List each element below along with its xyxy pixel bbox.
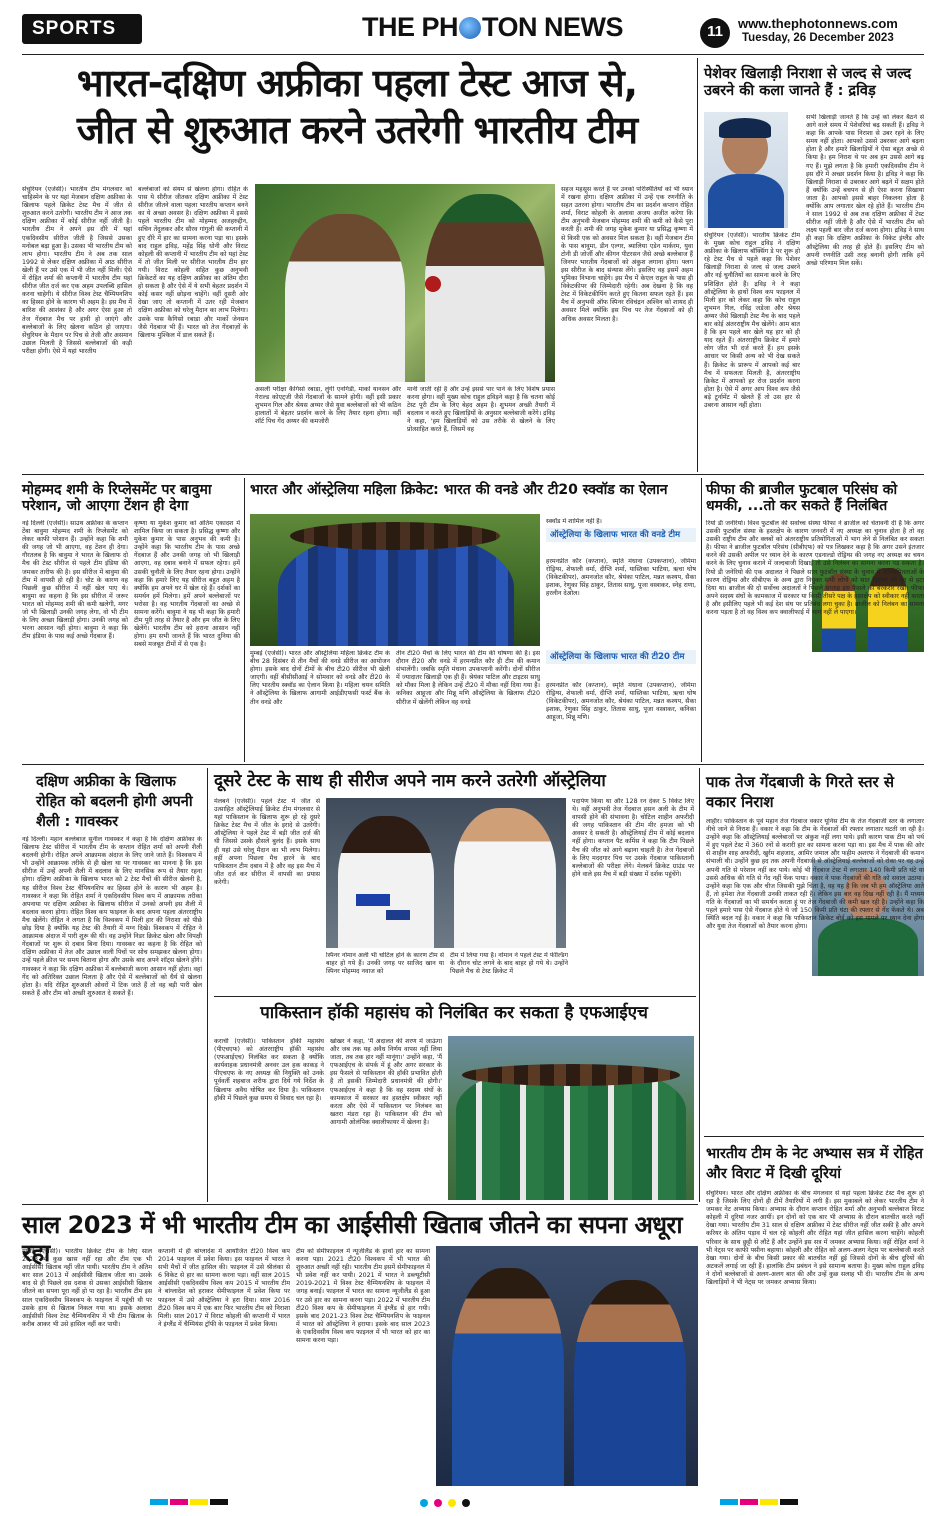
- row1-divider: [22, 474, 924, 475]
- gavaskar-body: नई दिल्ली। महान बल्लेबाज सुनील गावस्कर ने कहा है कि दक्षिण अफ्रीका के खिलाफ टेस्ट सीरीज में भारतीय टीम के कप्तान रोहित शर्मा को अपनी शैली बदलनी होगी। रोहित अपने आक्रामक अंदाज के लिए जाने जाते हैं। विश्वकप में भी उन्होंने आक्रामक तरीके से ही खेला था पर गावस्कर का मानना है कि इस सीरीज में उन्हें अपनी शैली में बदलाव के लिए मानसिक रूप से तैयार रहना होगा। दक्षिण अफ्रीका के खिलाफ भारत को 2 टेस्ट मैचों की सीरीज खेलनी है, यह सीरीज विश्व टेस्ट चैंपियनशिप का हिस्सा होने के कारण भी अहम है। गावस्कर ने कहा कि रोहित शर्मा ने एकदिवसीय विश्व कप में आक्रामक तरीका अपनाया पर दक्षिण अफ्रीका के खिलाफ सीरीज में उनको अपनी इस शैली में बदलाव करना होगा। रोहित विश्व कप फाइनल के बाद अपना पहला अंतरराष्ट्रीय मैच खेलेंगे। रोहित ने लगता है कि विश्वकप में मिली हार की निराशा को पीछे छोड़ दिया है क्योंकि यह टेस्ट की तैयारी में मग्न दिखे। विश्वकप में रोहित ने आक्रामक अंदाज में पारी शुरू की थी। वह उन्होंने निडर क्रिकेट खेला और विपक्षी गेंदबाजों पर शुरू से दबाव बिना दिया। गावस्कर का कहना है कि रोहित को दक्षिण अफ्रीका में तेज और उछाल वाली पिचों पर सोच समझकर खेलना होगा। उन्हें पहले क्रीज पर समय बिताना होगा और उसके बाद अपने शॉट्स खेलने होंगे। गावस्कर ने कहा कि दक्षिण अफ्रीका में बल्लेबाजी करना आसान नहीं होता। वहां गेंद को अतिरिक्त उछाल मिलता है और ऐसे में बल्लेबाजों को धैर्य से खेलना होता है। यदि रोहित शुरुआती ओवरों में टिक जाते हैं तो वह बड़ी पारी खेल सकते हैं और टीम को अच्छी शुरुआत दे सकते हैं।: [22, 836, 202, 997]
- lead-column-4: मानी जाती रही है और उन्हें इससे पार पाने के लिए विशेष प्रयास करना होगा। वहीं मुख्य कोच राहुल द्रविड़ने कहा है कि चतना कोई टेस्ट पूरी टीम के लिए बेहद अहम है। शुभमन अच्छी तैयारी में बदलाव न करते हुए खिलाड़ियों के अनुसार बल्लेबाजी करेंगे। द्रविड़ ने कहा, 'हम खिलाड़ियों को उस तरीके से खेलने के लिए प्रोत्साहित करते हैं, जिसमें वह: [407, 386, 555, 434]
- hockey-headline: पाकिस्तान हॉकी महासंघ को निलंबित कर सकता है एफआईएच: [260, 1003, 648, 1023]
- lead-photo-rohit-bavuma: [255, 184, 555, 382]
- pakistan-player: [338, 816, 434, 948]
- newspaper-title: [362, 12, 632, 46]
- page-number: 11: [707, 23, 723, 40]
- photon-globe-icon: [459, 17, 481, 39]
- section-label: SPORTS: [32, 18, 117, 39]
- australia-column-3: टीम में लिया गया है। नोमान ने पहले टेस्ट में फील्डिंग के दौरान चोट लगने के बाद बाहर हो गये थे। उन्होंने पिछले मैच से टेस्ट क्रिकेट में: [450, 952, 568, 976]
- australia-column-4: पदार्पण किया था और 128 रन देकर 5 विकेट लिए थे। वहीं अनुभवी तेज गेंदबाज हसन अली के टीम में वापसी होने की संभावना है। चोटिल शाहीन अफरीदी की जगह पाकिस्तान की टीम मीर हमजा को भी अवसर दे सकती है। ऑस्ट्रेलियाई टीम में कोई बदलाव नहीं होगा। कप्तान पैट कमिंस ने कहा कि टीम पिछले मैच की जीत को आगे बढ़ाना चाहती है। तेज गेंदबाजों के लिए मददगार पिच पर उसके गेंदबाज पाकिस्तानी बल्लेबाजों की परीक्षा लेंगे। मेलबर्न क्रिकेट ग्राउंड पर होने वाले इस मैच में बड़ी संख्या में दर्शक पहुंचेंगे।: [572, 798, 694, 878]
- registration-mark-black: [462, 1499, 470, 1507]
- lead-headline-line-1: भारत-दक्षिण अफ्रीका पहला टेस्ट आज से,: [76, 61, 638, 105]
- print-color-bar-cyan: [150, 1499, 168, 1505]
- registration-mark-yellow: [448, 1499, 456, 1507]
- practice-top-divider: [704, 1136, 924, 1137]
- hockey-team-photo: [448, 1036, 694, 1200]
- lead-headline-line-2: जीत से शुरुआत करने उतरेगी भारतीय टीम: [76, 107, 638, 152]
- shami-headline: मोहम्मद शमी के रिप्लेसमेंट पर बावुमा परेशान, जो आएगा टेंशन ही देगा: [22, 482, 212, 515]
- huddle-heads: [290, 522, 500, 550]
- lead-column-1: सेंचुरियन (एजेंसी)। भारतीय टीम मंगलवार को चाहिस्मेन के पर यहां मेजबान दक्षिण अफ्रीका के खिलाफ पहले क्रिकेट टेस्ट मैच में जीत से शुरुआत करने उतरेगी। भारतीय टीम ने आज तक दक्षिण अफ्रीका में कोई सीरीज नहीं जीती है। भारतीय टीम ने अपने इस दौरे में यहां एकदिवसीय सीरीज जीती है जिससे उसका मनोबल बढ़ा हुआ है। उसका भी भारतीय टीम को लाभ होगा। भारतीय टीम ने अब तक साल 1992 से लेकर दक्षिण अफ्रीका में आठ सीरीज खेली हैं पर उसे एक में भी जीत नहीं मिली। ऐसे में रोहित शर्मा की कप्तानी में भारतीय टीम यहां सीरीज जीत दर्ज कर एक अहम उपलब्धि हासिल करना चाहेगी। ये सीरीज विश्व टेस्ट चैम्पियनशिप का हिस्सा होने के कारण भी अहम है। इस मैच में बारिश की आशंका है और अगर ऐसा हुआ तो तेज गेंदबाज मैच पर हावी हो जाएंगे और बल्लेबाजों के लिए खेलना कठिन हो जाएगा। सेंचुरियन के मैदान पर पिच से तेजी और असमान उछाल मिलती है जिससे बल्लेबाजों की कड़ी परीक्षा होगी। ऐसे में यहां भारतीय: [22, 186, 132, 355]
- kohli-rohit-photo: [436, 1246, 698, 1486]
- wahab-divider: [699, 768, 700, 1202]
- hockey-heads-row: [462, 1064, 680, 1086]
- australia-headline: दूसरे टेस्ट के साथ ही सीरीज अपने नाम करने उतरेगी ऑस्ट्रेलिया: [214, 771, 606, 791]
- player-green-cap: [425, 194, 545, 382]
- gavaskar-headline: दक्षिण अफ्रीका के खिलाफ रोहित को बदलनी होगी अपनी शैली : गावस्कर: [36, 774, 193, 830]
- lead-column-3: असली परीक्षा कैगिसो रबाडा, लुंगी एनगिडी, मार्को यानसन और गेराल्ड कोएट्जी जैसे गेंदबाजों के सामने होगी। वहीं इसी प्रकार शुभमन गिल और श्रेयस अय्यर जैसे युवा बल्लेबाजों को भी कठिन हालातों में बेहतर प्रदर्शन करने के लिए तैयार रहना होगा। वहीं शॉर्ट पिच गेंद अय्यर की कमजोरी: [255, 386, 401, 426]
- dravid-jersey: [708, 174, 784, 228]
- registration-mark-cyan: [420, 1499, 428, 1507]
- t20-squad-list: हरमनप्रीत कौर (कप्तान), स्मृति मंधाना (उपकप्तान), जेमिमा रोड्रिग्स, शेफाली वर्मा, दीप्ति शर्मा, यास्तिका भाटिया, ऋचा घोष (विकेटकीपर), अमनजोत कौर, श्रेयंका पाटिल, मन्नत कश्यप, सैका इशाक, रेणुका सिंह ठाकुर, तितास साधु, पूजा वस्त्राकर, कनिका आहूजा, मिन्नू मणि।: [546, 682, 696, 722]
- issue-date: Tuesday, 26 December 2023: [742, 32, 894, 44]
- icc-column-1: मुम्बई (एजेंसी)। भारतीय क्रिकेट टीम के लिए साल 2023 भी कुछ खास नहीं रहा और टीम एक भी आईसीसी खिताब नहीं जीत पायी। भारतीय टीम ने अंतिम बार साल 2013 में आईसीसी खिताब जीता था। उसके बाद से ही पिछले दस दशक से उसका आईसीसी खिताब जीतने का सपना पूरा नहीं हो पा रहा है। भारतीय टीम इस साल एकदिवसीय विश्वकप के फाइनल में पहुंची थी पर उसके हाथ से खिताब निकल गया था। इसके अलावा आईसीसी विश्व टेस्ट चैम्पियनशिप में भी टीम खिताब के करीब आकर भी उसे हासिल नहीं कर पायी।: [22, 1248, 152, 1328]
- print-color-bar-yellow-right: [760, 1499, 778, 1505]
- odi-squad-title: ऑस्ट्रेलिया के खिलाफ भारत की वनडे टीम: [546, 528, 696, 542]
- women-note: स्क्वॉड में शामिल नहीं हैं।: [546, 518, 602, 525]
- women-divider: [701, 478, 702, 762]
- rohit-player: [574, 1280, 686, 1486]
- print-color-bar-black-right: [780, 1499, 798, 1505]
- dravid-headline: पेशेवर खिलाड़ी निराशा से जल्द से जल्द उबरने की कला जानते हैं : द्रविड़: [704, 66, 912, 99]
- shami-column-1: नई दिल्ली (एजेंसी)। साउथ अफ्रीका के कप्तान टेंबा बावुमा मोहम्मद शमी के रिप्लेसमेंट को लेकर काफी परेशान हैं। उन्होंने कहा कि शमी की जगह जो भी आएगा, वह टेंशन ही देगा। गौरतलब है कि बावुमा ने भारत के खिलाफ दो मैच की टेस्ट सीरीज से पहले टीम इंडिया की जमकर तारीफ की है। इस सीरीज में बावुमा की टीम में वापसी हो रही है। चोट के कारण वह पिछली कुछ सीरीज में नहीं खेल पाए थे। बावुमा का कहना है कि इस सीरीज में जरूर भारत को मोहम्मद शमी की कमी खलेगी, मगर जो भी खिलाड़ी उनकी जगह लेगा, वो भी टीम के लिए अच्छा खिलाड़ी होगा। उनकी जगह को भरना आसान नहीं होगा। बावुमा ने कहा कि टीम इंडिया के पास कई अच्छे गेंदबाज हैं।: [22, 520, 128, 641]
- row3-divider: [22, 1204, 698, 1205]
- australia-pakistan-photo: [326, 798, 566, 948]
- fifa-body: रियो डी जनेरियो। विश्व फुटबॉल की सर्वोच्च संस्था फीफा ने ब्राजील को चेतावनी दी है कि अगर उसकी फुटबॉल संस्था के हस्तक्षेप के कारण जनवरी में नए अध्यक्ष का चुनाव होता है तो वह उसकी राष्ट्रीय टीम और क्लबों को अंतरराष्ट्रीय प्रतियोगिताओं में भाग लेने से निलंबित कर सकता है। फीफा ने ब्राजील फुटबॉल परिसंघ (सीबीएफ) को पत्र लिखकर कहा है कि अगर उसने इंतजार करने की उसकी अपील पर ध्यान देने के कारण एडनाल्डो रोड्रिग्स की जगह नए अध्यक्ष का चयन करने के लिए चुनाव कराने में जल्दबाजी दिखाई तो उसे निलंबन का सामना करना पड़ सकता है। रियो डी जनेरियो की एक अदालत ने पिछले साल फुटबॉल संस्था के चुनाव में अनियमितताओं के कारण रोड्रिग्स और सीबीएफ के अन्य द्वारा नियुक्त सभी लोगों को सात दिसंबर को पद से हटा दिया था। ब्राजील की दो सर्वोच्च अदालतों ने पिछले सप्ताह इस फैसले को बरकरार रखा। फीफा अपने सदस्य संघों के कामकाज में सरकार या किसी तीसरे पक्ष के हस्तक्षेप को स्वीकार नहीं करता है और इसीलिए पहले भी कई देश संघ पर प्रतिबंध लगा चुका है। ब्राजील को निलंबन का सामना करना पड़ता है तो वह विश्व कप क्वालीफाई में भाग नहीं ले पाएगा।: [706, 520, 924, 617]
- lead-column-5: सहज महसूस करते हैं पर उनको परिस्थितियों को भी ध्यान में रखना होगा। दक्षिण अफ्रीका में उन्हें एक रणनीति के सहत उतरना होगा। भारतीय टीम का प्रदर्शन कप्तान रोहित शर्मा, विराट कोहली के अलावा अजय अजीत करेगा कि टीम अनुभवी मेजबान मोहम्मद शमी की कमी को कैसे पूरा करती है। शमी की जगह मुकेश कुमार या प्रसिद्ध कृष्णा में से किसी एक को अवसर मिल सकता है। वहीं मेजबान टीम के पास बावुमा, डीन एल्गर, ब्यालिया एडेन मार्करम, युवा टोनी डी जोर्जी और कीगन पीटरसन जैसे अच्छे बल्लेबाज हैं जिनपर भारतीय गेंदबाजों को अंकुश लगाना होगा। फ्लग इस सीरीज के बाद संन्यास लेंगे। इसलिए वह इसमें अहम भूमिका निभाना चाहेंगे। इस मैच में केएल राहुल के पास ही विकेटकीपर की जिम्मेदारी रहेगी। अब देखना है कि वह टेस्ट में विकेटकीपिंग करते हुए कितना सफल रहते हैं। इस मैच में अनुभवी ऑफ स्पिनर रविचंद्रन अश्विन को शायद ही अवसर मिले क्योंकि इस पिच पर तेज गेंदबाजों को ही अधिक अवसर मिलता है।: [561, 186, 693, 323]
- registration-mark-magenta: [434, 1499, 442, 1507]
- kohli-player: [452, 1268, 564, 1486]
- title-part-2: TON NEWS: [482, 12, 624, 42]
- page-number-badge: [700, 18, 730, 48]
- shami-column-2: कृष्णा या मुकेश कुमार को अंतिम एकादश में शामिल किया जा सकता है। प्रसिद्ध कृष्णा और मुकेश कुमार के पास अनुभव की कमी है। उन्होंने कहा कि भारतीय टीम के पास अच्छे गेंदबाज हैं और उनकी जगह जो भी खिलाड़ी आएगा, वह दबाव बनाने में सफल रहेगा। हमें उसकी चुनौती के लिए तैयार रहना होगा। उन्होंने कहा कि हमारे लिए यह सीरीज बहुत अहम है क्योंकि हम अपने घर में खेल रहे हैं। दर्शकों का समर्थन हमें मिलेगा। हमें अपने बल्लेबाजों पर भरोसा है। वह भारतीय गेंदबाजों का अच्छे से सामना करेंगे। बावुमा ने यह भी कहा कि हमारी टीम पूरी तरह से तैयार है और हम जीत के लिए खेलेंगे। भारतीय टीम को हराना आसान नहीं होगा। हम सभी जानते हैं कि भारत दुनिया की सबसे मजबूत टीमों में से एक है।: [134, 520, 240, 649]
- women-column-2: तीन टी20 मैचों के लिए भारत की टीम की घोषणा की है। इस दौरान टी20 और वनडे में हरमनप्रीत कौर ही टीम की कमान संभालेंगी। जबकि स्मृति मंधाना उपकप्तानी करेंगी। दोनों सीरीज में ज्यादातर खिलाड़ी एक ही हैं। श्रेयंका पाटिल और टाइटस साधु को मौका मिला है लेकिन उन्हें टी20 में मौका नहीं दिया गया है। कनिका आहूजा और मिन्नू मणि ऑस्ट्रेलिया के खिलाफ टी20 सीरीज में खेलेंगी लेकिन वह वनडे: [396, 650, 540, 706]
- t20-squad-title: ऑस्ट्रेलिया के खिलाफ भारत की टी20 टीम: [546, 650, 696, 664]
- waqar-body: लाहौर। पाकिस्तान के पूर्व महान तेज गेंदबाज वकार यूनिस टीम के तेज गेंदबाजी स्तर के लगातार नीचे जाने से निराश हैं। वकार ने कहा कि टीम के गेंदबाजों की रफ्तार लगातार घटती जा रही है। उन्होंने कहा कि ऑस्ट्रेलियाई बल्लेबाजों पर अंकुश नहीं लगा पाये। इसी कारण पाक टीम को पर्थ में हुए पहले टेस्ट में 360 रनों से करारी हार का सामना करना पड़ा था। इस मैच में पाक की ओर से शाहीन शाह अफरीदी, खुर्रम शहजाद, आमिर जमाल और फहीम अशरफ ने गेंदबाजी की कमान संभाली थी। उन्होंने कुछ हद तक अपनी गेंदबाजी से ऑस्ट्रेलियाई बल्लेबाजों को रोका पर वह उन्हें अपनी गति से परेशान नहीं कर पाये। कोई भी गेंदबाज टेस्ट में लगातार 140 किमी प्रति घंटे या उससे अधिक की गति से गेंद नहीं फेंक पाया। वकार ने पाक गेंदबाजों की गति को सवाल उठाया। उन्होंने कहा कि एक और चीज जिसकी मुझे चिंता है, वह यह है कि जब भी हम ऑस्ट्रेलिया आते हैं, तो हमेशा तेज गेंदबाजी उनकी ताकत रही है। लेकिन इस बार वह दिख नहीं रही है। मैं मध्यम गति के गेंदबाजों का भी समर्थन करता हूं पर तेज गेंदबाजी की कमी खल रही है। उन्होंने कहा कि पहले हमारे पास ऐसे गेंदबाज होते थे जो 150 किमी प्रति घंटा की रफ्तार से गेंद फेंकते थे। अब स्थिति बदल गई है। वकार ने कहा कि पाकिस्तान क्रिकेट बोर्ड को इस मामले पर ध्यान देना होगा और युवा तेज गेंदबाजों को तैयार करना होगा।: [706, 818, 924, 931]
- print-color-bar-black: [210, 1499, 228, 1505]
- women-team-huddle-photo: [250, 514, 540, 646]
- print-color-bar-cyan-right: [720, 1499, 738, 1505]
- dravid-body-side: सेंचुरियन (एजेंसी)। भारतीय क्रिकेट टीम के मुख्य कोच राहुल द्रविड़ ने दक्षिण अफ्रीका के खिलाफ बॉक्सिंग डे पर शुरू हो रहे टेस्ट मैच से पहले कहा कि पेशेवर खिलाड़ी निराशा से जल्द से जल्द उबरने और नई चुनौतियों का सामना करने के लिए प्रशिक्षित होते हैं। द्रविड़ ने ने कहा ऑस्ट्रेलिया के हाथों विश्व कप फाइनल में मिली हार को लेकर कहा कि कोच राहुल शुभमन गिल, रविंद्र जडेजा और श्रेयस अय्यर जैसे खिलाड़ी टेस्ट मैच के बाद पहले बार कोई अंतरराष्ट्रीय मैच खेलेंगे। आम बात है कि हम पहले बार खेले यह हार को ही याद रहते हैं। अंतरराष्ट्रीय क्रिकेट में हमारे लोग जीत भी दर्ज करते हैं। हम इसके आधार पर किसी अन्य को भी देख सकते हैं। क्रिकेट के प्रारूप में आपको कई बार मैच में सफलता मिलती है, अंतरराष्ट्रीय क्रिकेट में आपको हर रोज प्रदर्शन करना होता है। ऐसे में अगर आप विश्व कप जैसे बड़े टूर्नामेंट में खेलते हैं तो उस हार से उबरना आसान नहीं होता।: [704, 232, 800, 409]
- sponsor-logo-tcl: [356, 894, 390, 906]
- lead-headline: [22, 62, 692, 152]
- masthead: [0, 0, 945, 52]
- print-color-bar-magenta: [170, 1499, 188, 1505]
- gavaskar-divider: [207, 768, 208, 1202]
- print-color-bar-magenta-right: [740, 1499, 758, 1505]
- player-white-kit: [285, 214, 405, 382]
- odi-squad-list: हरमनप्रीत कौर (कप्तान), स्मृति मंधाना (उपकप्तान), जेमिमा रोड्रिग्स, शेफाली वर्मा, दीप्ति शर्मा, यास्तिका भाटिया, ऋचा घोष (विकेटकीपर), अमनजोत कौर, श्रेयंका पाटिल, मन्नत कश्यप, सैका इशाक, रेणुका सिंह ठाकुर, तितास साधु, पूजा वस्त्राकर, स्नेह राणा, हरलीन देओल।: [546, 558, 696, 598]
- australia-column-1: मेलबर्न (एजेंसी)। पहले टेस्ट में जीत से उत्साहित ऑस्ट्रेलियाई क्रिकेट टीम मंगलवार से यहां पाकिस्तान के खिलाफ शुरू हो रहे दूसरे क्रिकेट टेस्ट मैच में जीत के इरादे से उतरेगी। ऑस्ट्रेलिया ने पहले टेस्ट में बड़ी जीत दर्ज की थी जिससे उसके हौसले बुलंद हैं। इसके साथ ही यहां उसे घरेलू मैदान का भी लाभ मिलेगा। वहीं अपना पिछला मैच हारने के बाद पाकिस्तान टीम दबाव में है और वह इस मैच में जीत दर्ज कर सीरीज में वापसी का प्रयास करेगी।: [214, 798, 320, 886]
- print-color-bar-yellow: [190, 1499, 208, 1505]
- site-url[interactable]: www.thephotonnews.com: [738, 16, 898, 31]
- dravid-photo: [704, 112, 788, 228]
- hockey-divider: [214, 996, 696, 997]
- masthead-divider: [22, 54, 924, 55]
- waqar-headline: पाक तेज गेंदबाजी के गिरते स्तर से वकार निराश: [706, 773, 895, 811]
- fifa-headline: फीफा की ब्राजील फुटबाल परिसंघ को धमकी, ...तो कर सकते हैं निलंबित: [706, 482, 898, 515]
- sponsor-logo-pepsi: [386, 910, 410, 920]
- women-column-1: मुम्बई (एजेंसी)। भारत और ऑस्ट्रेलिया महिला क्रिकेट टीम के बीच 28 दिसंबर से तीन मैचों की वनडे सीरीज का आयोजन होगा। इसके बाद दोनों टीमों के बीच टी20 सीरीज भी खेली जाएगी। वहीं बीसीसीआई ने सोमवार को वनडे और टी20 के लिए भारतीय स्क्वॉड का ऐलान किया है। महिला चयन समिति ने ऑस्ट्रेलिया के खिलाफ आगामी आईडीएफसी फर्स्ट बैंक के तीन वनडे और: [250, 650, 390, 706]
- row2-divider: [22, 764, 924, 765]
- icc-headline: साल 2023 में भी भारतीय टीम का आईसीसी खिताब जीतने का सपना अधूरा रहा: [22, 1211, 683, 1267]
- hockey-column-1: कराची (एजेंसी)। पाकिस्तान हॉकी महासंघ (पीएचएफ) को अंतरराष्ट्रीय हॉकी महासंघ (एफआईएच) निलंबित कर सकता है क्योंकि कार्यवाहक प्रधानमंत्री अनवर उल हक काकड़ ने पीएचएफ के नए अध्यक्ष की नियुक्ति को उनके पूर्ववर्ती शहबाज शरीफ द्वारा दिये गये निर्देश के खिलाफ अवैध घोषित कर दिया है। पाकिस्तान हॉकी में पिछले कुछ समय से विवाद चल रहा है।: [214, 1038, 324, 1102]
- women-headline: भारत और ऑस्ट्रेलिया महिला क्रिकेट: भारत की वनडे और टी20 स्क्वॉड का ऐलान: [250, 482, 668, 498]
- shami-divider: [244, 478, 245, 762]
- icc-column-2: कप्तानी में ही बांग्लादेश में आयोजित टी20 विश्व कप 2014 फाइनल में प्रवेश किया। इस फाइनल में भारत ने सभी मैचों में जीत हासिल की। फाइनल में उसे श्रीलंका से 6 विकेट से हार का सामना करना पड़ा। वहीं साल 2015 आईसीसी एकदिवसीय विश्व कप 2015 में भारतीय टीम ने बांग्लादेश को हराकर सेमीफाइनल में प्रवेश किया पर फाइनल में उसे ऑस्ट्रेलिया ने हरा दिया। साल 2016 टी20 विश्व कप में एक बार फिर भारतीय टीम को निराशा मिली। साल 2017 में विराट कोहली की कप्तानी में भारत ने इंग्लैंड में चैम्पियंस ट्रॉफी के फाइनल में प्रवेश किया।: [158, 1248, 290, 1328]
- dravid-cap: [719, 118, 771, 138]
- cummins-player: [454, 808, 556, 948]
- practice-headline: भारतीय टीम के नेट अभ्यास सत्र में रोहित और विराट में दिखी दूरियां: [706, 1146, 923, 1182]
- ball-icon: [425, 276, 441, 292]
- title-part-1: THE PH: [362, 12, 459, 42]
- australia-column-2: स्पिनर नोमान अली भी चोटिल होने के कारण टीम से बाहर हो गये हैं। उनकी जगह पर साजिद खान या स्पिनर मोहम्मद नवाज को: [326, 952, 444, 976]
- hockey-players-row: [456, 1072, 686, 1200]
- dravid-body-main: सभी खिलाड़ी जानते हैं कि उन्हें को लेकर बैठने से आगे वाले समय में पेशेवरियां बढ़ सकती हैं। द्रविड़ ने कहा कि आपके पास निराशा से उबर रहने के लिए समय नहीं होता। आपको उससे उबरकर आगे बढ़ना होता है और हमारे खिलाड़ियों ने ऐसा बहुत अच्छे से किया है। हम निराश थे पर अब हम उससे आगे बढ़ गए हैं। मुझे लगता है कि हमारी एकदिवसीय टीम ने इस दौरे में अच्छा प्रदर्शन किया है। द्रविड़ ने कहा कि खिलाड़ी निराशा से उबरकर आगे बढ़ने में सक्षम होते हैं क्योंकि उन्हें बचपन से ही ऐसा करना सिखाया जाता है। आपको इससे बाहर निकलना होता है क्योंकि आप लगातार खेल रहे होते हैं। भारतीय टीम ने साल 1992 से अब तक दक्षिण अफ्रीका में टेस्ट सीरीज नहीं जीती है और ऐसे में भारतीय टीम को लक्ष्य पहली बार जीत दर्ज करना होगा। द्रविड़ ने साथ ही कहा कि दक्षिण अफ्रीका के विकेट इंग्लैंड और ऑस्ट्रेलिया की तरह ही होते हैं। इसलिए टीम को अपनी रणनीति उसी तरह बनानी होगी ताकि हमें अच्छे परिणाम मिल सकें।: [806, 114, 924, 267]
- lead-column-2: बल्लेबाजों को संयम से खेलना होगा। रोहित के पास ये सीरीज जीतकर दक्षिण अफ्रीका में टेस्ट सीरीज जीतने वाला पहला भारतीय कप्तान बनने का ये अच्छा अवसर है। दक्षिण अफ्रीका में इससे पहले भारतीय टीम को मोहम्मद अजहरुद्दीन, सचिन तेंदुलकर और सौरव गांगुली की कप्तानी में हुए दौरे में हार का सामना करना पड़ा था। इसके बाद राहुल द्रविड़, महेंद्र सिंह धोनी और विराट कोहली की कप्तानी में भारतीय टीम को यहां टेस्ट में तो जीत मिली पर सीरीज भारतीय टीम हार गयी। विराट कोहली सहित कुछ अनुभवी क्रिकेटरों का यह दक्षिण अफ्रीका का अंतिम दौरा हो सकता है और ऐसे में ये सभी बेहतर प्रदर्शन में कोई कसर नहीं छोड़ना चाहेंगे। वहीं दूसरी ओर देखा जाए तो कप्तानी में उतर रही मेजबान दक्षिण अफ्रीका को घरेलू मैदान का लाभ मिलेगा। उसके पास कैगिसो रबाडा और मार्को जेनसन जैसे गेंदबाज भी हैं। भारत को तेज गेंदबाज़ों के खिलाफ मुश्किल में डाल सकते हैं।: [138, 186, 248, 339]
- practice-body: सेंचुरियन। भारत और दक्षिण अफ्रीका के बीच मंगलवार से यहां पहला क्रिकेट टेस्ट मैच शुरू हो रहा है जिसके लिए दोनों ही टीमें तैयारियों में लगी हैं। इस मुकाबले को लेकर भारतीय टीम ने जमकर नेट अभ्यास किया। अभ्यास के दौरान कप्तान रोहित शर्मा और अनुभवी बल्लेबाज विराट कोहली में दूरियां नजर आयीं। इन दोनों को एक बार भी अभ्यास के दौरान बातचीत करते नहीं देखा गया। भारतीय टीम 31 साल से दक्षिण अफ्रीका में टेस्ट सीरीज नहीं जीत सकी है और अपने करियर के अंतिम पड़ाव में चल रहे कोहली और रोहित यहां जीत हासिल करना चाहेंगे। कोहली परिवार के साथ छुट्टी से लौटे हैं और उन्होंने इस सत्र में जमकर अभ्यास किया। वहीं रोहित शर्मा ने भी नेट्स पर काफी पसीना बहाया। कोहली और रोहित को अलग-अलग नेट्स पर बल्लेबाजी करते देखा गया। दोनों के बीच किसी प्रकार की बातचीत नहीं हुई जिससे दोनों के बीच दूरियों की अटकलें लगाई जा रही हैं। हालांकि टीम प्रबंधन ने इसे सामान्य बताया है। मुख्य कोच राहुल द्रविड़ ने दोनों बल्लेबाजों से अलग-अलग बात की और उन्हें कुछ सलाह भी दी। भारतीय टीम के अन्य खिलाड़ियों ने भी नेट्स पर जमकर अभ्यास किया।: [706, 1190, 924, 1287]
- hockey-column-2: खोखर ने कहा, 'मैं अदालत की शरण में जाऊंगा और जब तक यह अवैध निर्णय वापस नहीं लिया जाता, तब तक हार नहीं मानूंगा।' उन्होंने कहा, 'मैं एफआईएच के संपर्क में हूं और अगर सरकार के इस फैसले से पाकिस्तान की हॉकी प्रभावित होती है तो इसकी जिम्मेदारी प्रधानमंत्री की होगी।' एफआईएच ने कहा है कि वह सदस्य संघों के कामकाज में सरकार का हस्तक्षेप स्वीकार नहीं करता और ऐसे में पाकिस्तान पर निलंबन का खतरा मंडरा रहा है। पाकिस्तान की टीम को आगामी ओलंपिक क्वालीफायर में खेलना है।: [330, 1038, 442, 1126]
- lead-vertical-divider: [697, 58, 698, 472]
- section-badge: [22, 14, 142, 44]
- icc-column-3: टीम को सेमीफाइनल में न्यूजीलैंड के हाथों हार का सामना करना पड़ा। 2021 टी20 विश्वकप में भी भारत की शुरुआत अच्छी नहीं रही। भारतीय टीम इसमें सेमीफाइनल में भी प्रवेश नहीं कर पायी। 2021 में भारत ने डब्ल्यूटीसी 2019-2021 में विश्व टेस्ट चैम्पियनशिप के फाइनल में जगह बनाई। फाइनल में भारत का सामना न्यूजीलैंड से हुआ पर उसे हार का सामना करना पड़ा। 2022 में भारतीय टीम टी20 विश्व कप के सेमीफाइनल में इंग्लैंड से हार गयी। इसके बाद 2021-23 विश्व टेस्ट चैम्पियनशिप के फाइनल में भारत को ऑस्ट्रेलिया ने हराया। इसके बाद साल 2023 के एकदिवसीय विश्व कप फाइनल में भी भारत को हार का सामना करना पड़ा।: [296, 1248, 430, 1345]
